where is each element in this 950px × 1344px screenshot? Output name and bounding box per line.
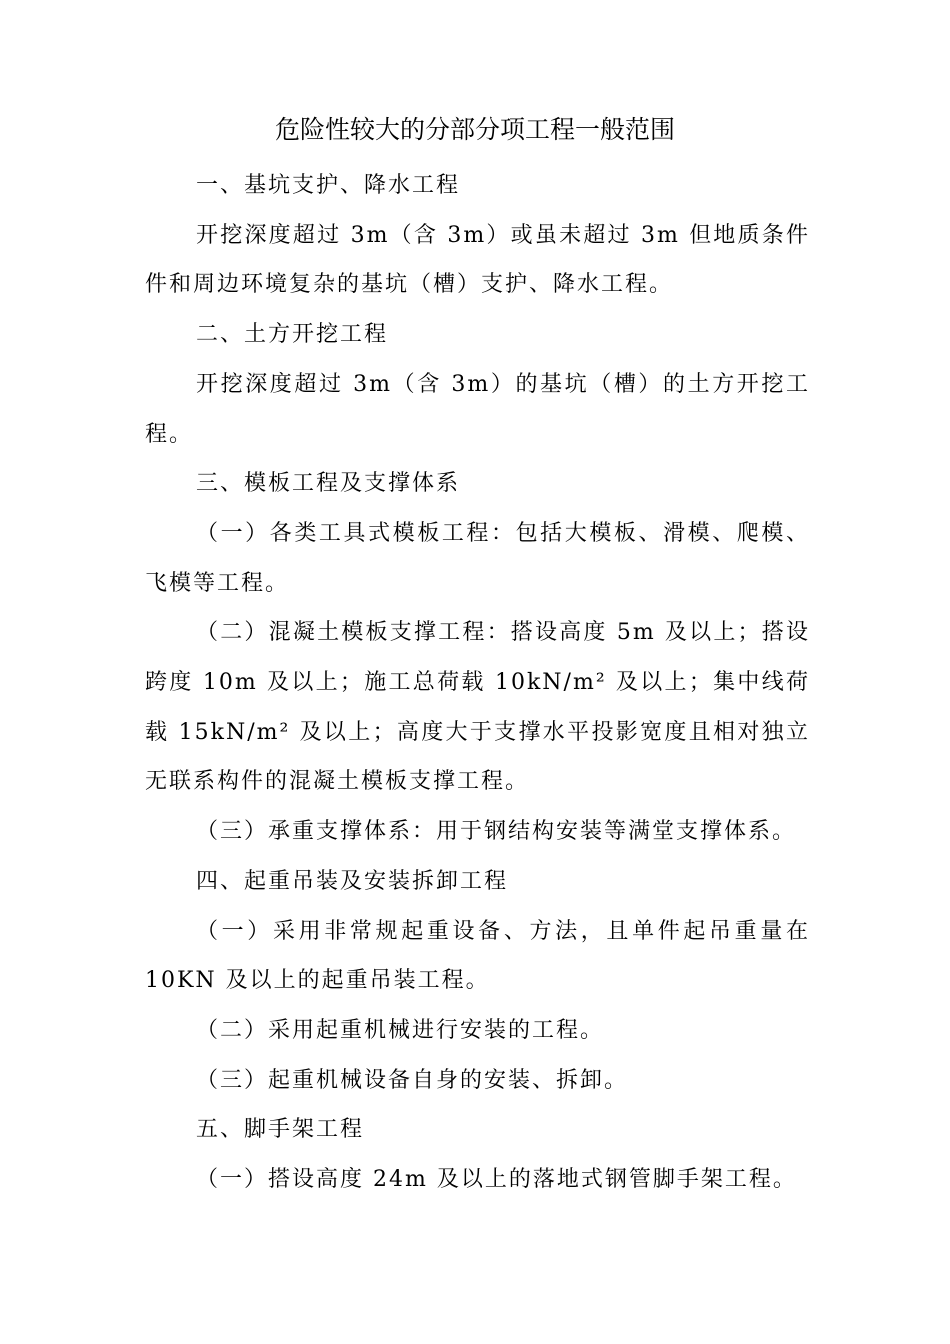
section-heading-4: 四、起重吊装及安装拆卸工程 — [196, 868, 509, 894]
section-heading-2: 二、土方开挖工程 — [196, 322, 389, 348]
section-3-item-2: （二）混凝土模板支撑工程：搭设高度 5m 及以上；搭设跨度 10m 及以上；施工总荷载 10kN/m² 及以上；集中线荷载 15kN/m² 及以上；高度大于支撑水平投影宽度且相对独立无联系构件的混凝土模板支撑工程。 — [145, 620, 810, 795]
page-title: 危险性较大的分部分项工程一般范围 — [274, 115, 675, 144]
section-4-item-1: （一）采用非常规起重设备、方法，且单件起吊重量在 10KN 及以上的起重吊装工程。 — [145, 918, 810, 994]
section-5-item-1: （一）搭设高度 24m 及以上的落地式钢管脚手架工程。 — [196, 1167, 797, 1193]
section-heading-5: 五、脚手架工程 — [196, 1117, 365, 1143]
section-4-item-2: （二）采用起重机械进行安装的工程。 — [196, 1017, 605, 1043]
section-heading-1: 一、基坑支护、降水工程 — [196, 173, 461, 198]
section-4-item-3: （三）起重机械设备自身的安装、拆卸。 — [196, 1067, 629, 1093]
section-body-2: 开挖深度超过 3m（含 3m）的基坑（槽）的土方开挖工程。 — [145, 371, 810, 447]
document-body — [145, 161, 810, 1205]
section-3-item-3: （三）承重支撑体系：用于钢结构安装等满堂支撑体系。 — [196, 819, 797, 845]
section-3-item-1: （一）各类工具式模板工程：包括大模板、滑模、爬模、飞模等工程。 — [145, 520, 810, 596]
section-body-1: 开挖深度超过 3m（含 3m）或虽未超过 3m 但地质条件件和周边环境复杂的基坑（槽）支护、降水工程。 — [145, 222, 810, 298]
section-heading-3: 三、模板工程及支撑体系 — [196, 471, 461, 497]
